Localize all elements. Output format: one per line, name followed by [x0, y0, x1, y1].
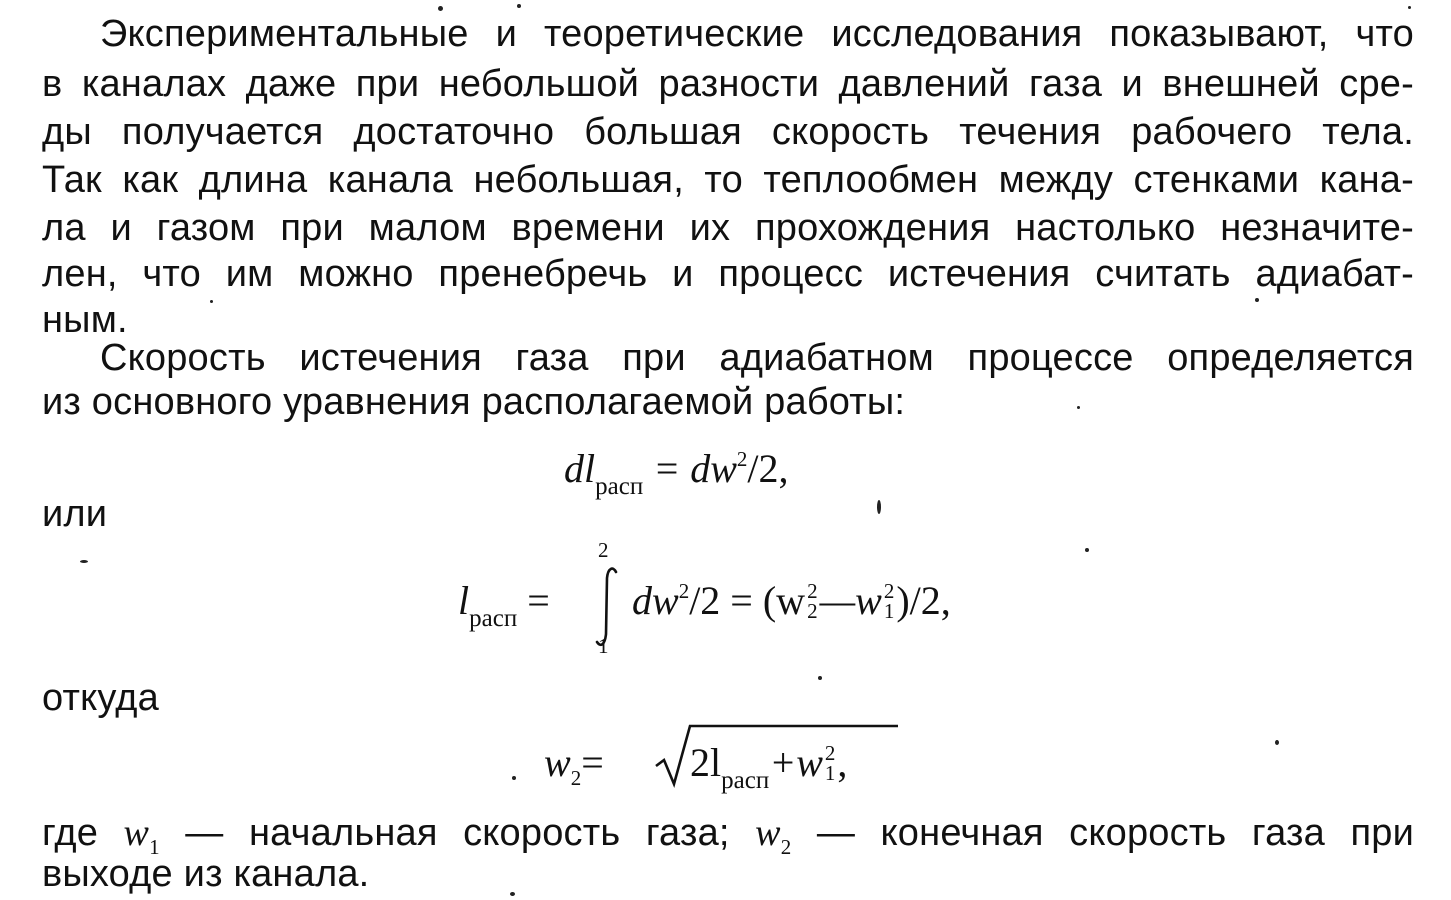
word-ili: или: [42, 493, 108, 535]
eq3-lhs-subscript: 2: [570, 766, 582, 790]
scan-speck: [438, 6, 443, 11]
p3-w1: [123, 812, 160, 859]
equation-3-radicand: [690, 740, 847, 792]
eq3-tail: ,: [837, 740, 848, 785]
p3-w2: [755, 812, 792, 859]
scan-speck: [512, 776, 516, 780]
eq3-radicand-plus-w: +w: [769, 740, 823, 785]
eq2-minus-w: —w: [819, 578, 882, 623]
equation-3-lhs: [544, 740, 604, 792]
paragraph2-line2: из основного уравнения располагаемой работы:: [42, 381, 906, 423]
eq3-w1-superscript: 2: [824, 740, 836, 765]
eq2-w2-subscript: 2: [807, 598, 818, 623]
eq3-radicand-2: 2l: [690, 740, 722, 785]
equation-2-lhs: [458, 578, 550, 630]
eq2-integrand-superscript: 2: [678, 579, 690, 603]
paragraph1-line5: ла и газом при малом времени их прохождения настолько незначите-: [42, 207, 1414, 249]
eq2-tail: )/2,: [896, 578, 951, 623]
eq3-equals: =: [581, 740, 604, 785]
eq3-lhs-var: w: [544, 740, 571, 785]
eq2-w1-subscript: 1: [883, 598, 895, 623]
scan-speck: [1085, 548, 1089, 552]
integral-upper-limit: 2: [598, 538, 609, 562]
p3-w2-var: w: [755, 812, 781, 854]
eq2-integrand: dw: [632, 578, 679, 623]
eq1-rhs-tail: /2,: [747, 446, 789, 491]
eq2-lhs-subscript: расп: [469, 605, 518, 632]
eq3-w1-indices: [824, 740, 836, 785]
eq1-lhs-subscript: расп: [595, 473, 644, 500]
equation-1: [564, 446, 789, 498]
integral-lower-limit: 1: [598, 634, 609, 658]
p3-w2-subscript: 2: [780, 835, 792, 859]
eq2-w2-superscript: 2: [807, 578, 818, 603]
eq2-integrand-tail: /2 = (w: [689, 578, 806, 623]
p3-w1-var: w: [123, 812, 150, 854]
scan-speck: [818, 676, 822, 680]
paragraph2-line1: Скорость истечения газа при адиабатном процессе определяется: [100, 337, 1414, 379]
scan-speck: [1077, 406, 1080, 409]
paragraph1-line7: ным.: [42, 299, 128, 341]
paragraph1-line4: Так как длина канала небольшая, то теплообмен между стенками кана-: [42, 159, 1414, 201]
scan-speck: [517, 4, 521, 8]
scan-speck: [877, 500, 881, 514]
eq1-rhs-superscript: 2: [736, 447, 748, 471]
paragraph3-line2: выходе из канала.: [42, 853, 370, 895]
integral-sign: [594, 538, 624, 664]
eq1-lhs-var: dl: [564, 446, 596, 491]
eq2-equals: =: [527, 578, 550, 623]
scan-speck: [1275, 740, 1279, 745]
eq3-w1-subscript: 1: [824, 760, 836, 785]
eq2-lhs-var: l: [458, 578, 470, 623]
paragraph1-line2: в каналах даже при небольшой разности давлений газа и внешней сре-: [42, 63, 1414, 105]
eq2-w1-superscript: 2: [883, 578, 895, 603]
p3-w1-subscript: 1: [149, 835, 160, 859]
eq2-w1-indices: [883, 578, 895, 623]
paragraph1-line6: лен, что им можно пренебречь и процесс истечения считать адиабат-: [42, 253, 1414, 295]
word-otkuda: откуда: [42, 677, 159, 719]
eq1-rhs: = dw: [653, 446, 737, 491]
scan-speck: [510, 892, 515, 896]
p3-final-speed: — конечная скорость газа при: [791, 812, 1414, 854]
paragraph1-line3: ды получается достаточно большая скорость течения рабочего тела.: [42, 111, 1414, 153]
paragraph1-line1: Экспериментальные и теоретические исследования показывают, что: [100, 13, 1414, 55]
scan-speck: [210, 300, 213, 303]
eq3-radicand-subscript: расп: [721, 767, 770, 794]
equation-2-rhs: [632, 578, 951, 630]
p3-initial-speed: — начальная скорость газа;: [159, 812, 756, 854]
scan-speck: [1408, 6, 1411, 9]
eq2-w2-indices: [807, 578, 818, 623]
p3-gde: где: [42, 812, 124, 854]
scan-speck: [1255, 298, 1259, 302]
scan-speck: [80, 560, 88, 563]
